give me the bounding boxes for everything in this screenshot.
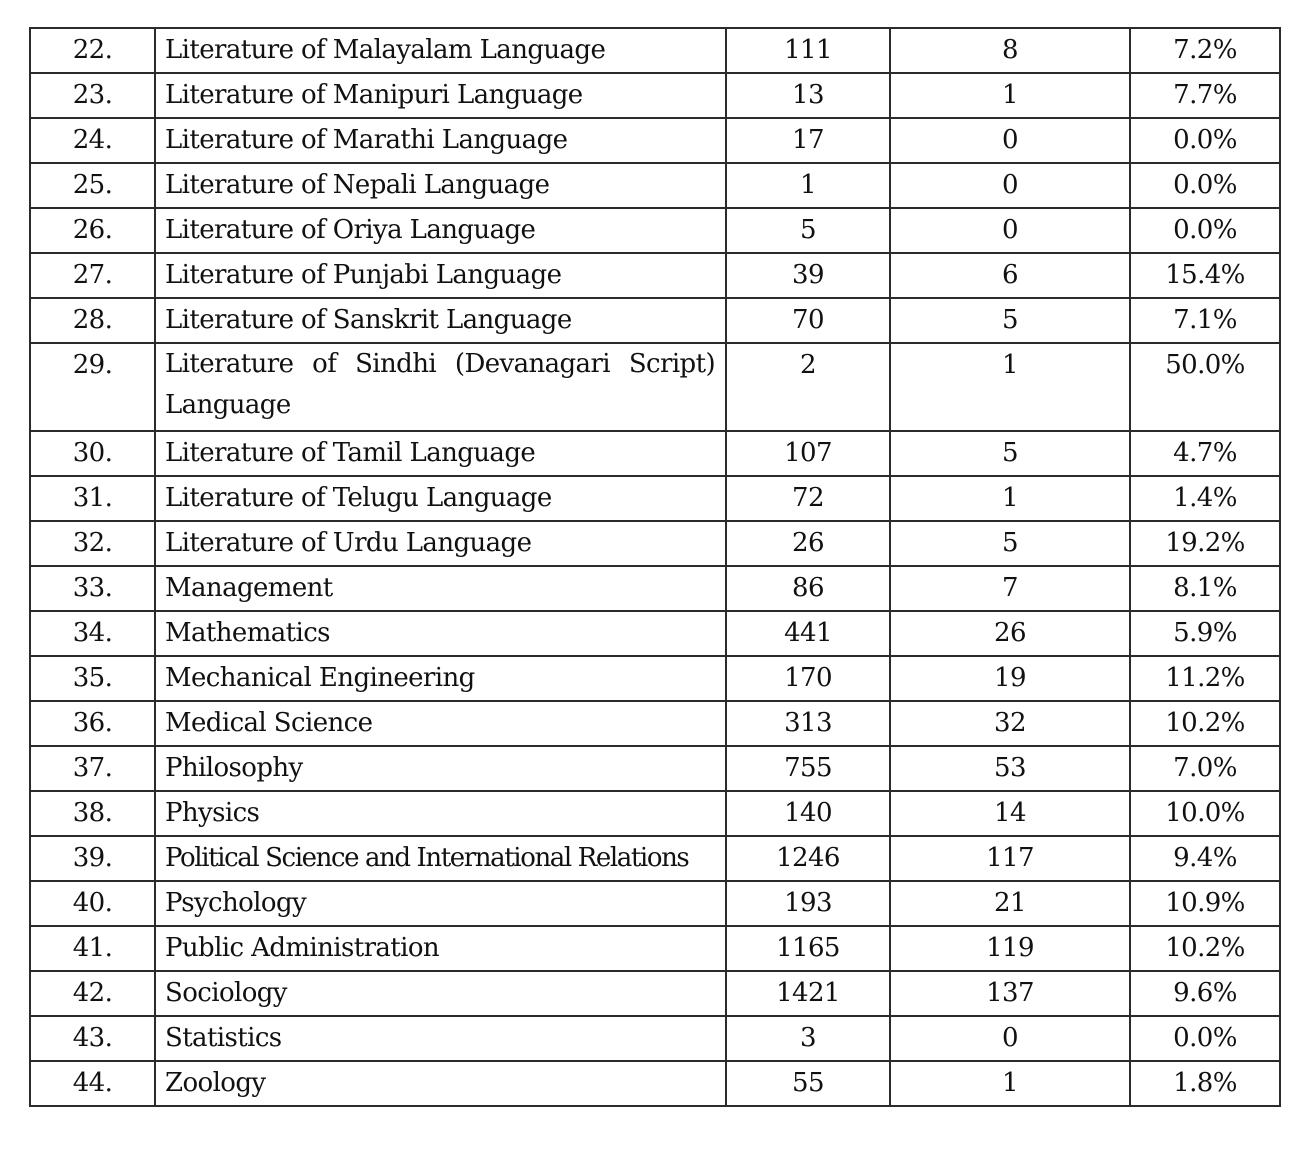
- value-a: 39: [726, 253, 890, 298]
- percentage: 11.2%: [1130, 656, 1280, 701]
- subject-name: Literature of Telugu Language: [155, 476, 726, 521]
- subject-name: Mechanical Engineering: [155, 656, 726, 701]
- value-a: 111: [726, 28, 890, 73]
- row-number: 40.: [30, 881, 155, 926]
- row-number: 37.: [30, 746, 155, 791]
- subject-name: Statistics: [155, 1016, 726, 1061]
- table-row: [30, 298, 1280, 343]
- row-number: 35.: [30, 656, 155, 701]
- percentage: 8.1%: [1130, 566, 1280, 611]
- value-a: 13: [726, 73, 890, 118]
- subject-name: Psychology: [155, 881, 726, 926]
- percentage: 7.0%: [1130, 746, 1280, 791]
- value-b: 26: [890, 611, 1130, 656]
- row-number: 38.: [30, 791, 155, 836]
- percentage: 10.9%: [1130, 881, 1280, 926]
- table-row: [30, 521, 1280, 566]
- subject-name: Medical Science: [155, 701, 726, 746]
- subject-name: Public Administration: [155, 926, 726, 971]
- subject-name: Literature of Punjabi Language: [155, 253, 726, 298]
- row-number: 23.: [30, 73, 155, 118]
- table-row: [30, 926, 1280, 971]
- table-row: [30, 431, 1280, 476]
- value-b: 14: [890, 791, 1130, 836]
- table-row: [30, 971, 1280, 1016]
- subject-name: Literature of Malayalam Language: [155, 28, 726, 73]
- subject-name: Mathematics: [155, 611, 726, 656]
- row-number: 24.: [30, 118, 155, 163]
- table-row: [30, 476, 1280, 521]
- table-row: [30, 1061, 1280, 1106]
- value-a: 1: [726, 163, 890, 208]
- percentage: 7.1%: [1130, 298, 1280, 343]
- subject-name: Literature of Oriya Language: [155, 208, 726, 253]
- value-a: 140: [726, 791, 890, 836]
- value-a: 72: [726, 476, 890, 521]
- percentage: 10.2%: [1130, 926, 1280, 971]
- row-number: 30.: [30, 431, 155, 476]
- table-row: [30, 253, 1280, 298]
- subject-name: Literature of Tamil Language: [155, 431, 726, 476]
- row-number: 22.: [30, 28, 155, 73]
- row-number: 29.: [30, 343, 155, 431]
- subject-name: Physics: [155, 791, 726, 836]
- value-a: 70: [726, 298, 890, 343]
- percentage: 1.8%: [1130, 1061, 1280, 1106]
- value-b: 0: [890, 208, 1130, 253]
- value-b: 7: [890, 566, 1130, 611]
- row-number: 41.: [30, 926, 155, 971]
- row-number: 43.: [30, 1016, 155, 1061]
- table-row: [30, 611, 1280, 656]
- percentage: 0.0%: [1130, 208, 1280, 253]
- row-number: 36.: [30, 701, 155, 746]
- row-number: 44.: [30, 1061, 155, 1106]
- subject-name: Literature of Sanskrit Language: [155, 298, 726, 343]
- table-row: [30, 163, 1280, 208]
- value-a: 55: [726, 1061, 890, 1106]
- percentage: 7.2%: [1130, 28, 1280, 73]
- percentage: 9.6%: [1130, 971, 1280, 1016]
- table-row: [30, 343, 1280, 431]
- results-table: [29, 27, 1281, 1107]
- subject-name: Literature of Nepali Language: [155, 163, 726, 208]
- value-b: 1: [890, 73, 1130, 118]
- value-a: 170: [726, 656, 890, 701]
- percentage: 10.0%: [1130, 791, 1280, 836]
- value-b: 5: [890, 521, 1130, 566]
- percentage: 4.7%: [1130, 431, 1280, 476]
- percentage: 0.0%: [1130, 1016, 1280, 1061]
- table-row: [30, 836, 1280, 881]
- value-b: 6: [890, 253, 1130, 298]
- value-a: 3: [726, 1016, 890, 1061]
- value-b: 137: [890, 971, 1130, 1016]
- subject-name: Literature of Sindhi (Devanagari Script) Language: [155, 343, 726, 431]
- row-number: 27.: [30, 253, 155, 298]
- table-row: [30, 1016, 1280, 1061]
- value-a: 313: [726, 701, 890, 746]
- table-row: [30, 118, 1280, 163]
- value-b: 117: [890, 836, 1130, 881]
- subject-name: Literature of Marathi Language: [155, 118, 726, 163]
- row-number: 34.: [30, 611, 155, 656]
- row-number: 33.: [30, 566, 155, 611]
- value-b: 53: [890, 746, 1130, 791]
- percentage: 0.0%: [1130, 163, 1280, 208]
- row-number: 28.: [30, 298, 155, 343]
- value-b: 1: [890, 476, 1130, 521]
- table-row: [30, 746, 1280, 791]
- value-b: 0: [890, 118, 1130, 163]
- value-a: 441: [726, 611, 890, 656]
- table-row: [30, 701, 1280, 746]
- percentage: 50.0%: [1130, 343, 1280, 431]
- percentage: 5.9%: [1130, 611, 1280, 656]
- percentage: 0.0%: [1130, 118, 1280, 163]
- percentage: 7.7%: [1130, 73, 1280, 118]
- value-a: 5: [726, 208, 890, 253]
- value-b: 21: [890, 881, 1130, 926]
- value-a: 1421: [726, 971, 890, 1016]
- table-row: [30, 566, 1280, 611]
- subject-name: Sociology: [155, 971, 726, 1016]
- value-b: 8: [890, 28, 1130, 73]
- subject-name: Philosophy: [155, 746, 726, 791]
- value-b: 5: [890, 431, 1130, 476]
- value-b: 1: [890, 343, 1130, 431]
- value-a: 2: [726, 343, 890, 431]
- row-number: 31.: [30, 476, 155, 521]
- table-row: [30, 28, 1280, 73]
- table-row: [30, 791, 1280, 836]
- percentage: 9.4%: [1130, 836, 1280, 881]
- row-number: 25.: [30, 163, 155, 208]
- value-a: 1165: [726, 926, 890, 971]
- subject-name: Political Science and International Relations: [155, 836, 726, 881]
- table-row: [30, 73, 1280, 118]
- value-a: 107: [726, 431, 890, 476]
- value-a: 17: [726, 118, 890, 163]
- value-a: 1246: [726, 836, 890, 881]
- row-number: 26.: [30, 208, 155, 253]
- value-b: 5: [890, 298, 1130, 343]
- percentage: 19.2%: [1130, 521, 1280, 566]
- table-row: [30, 881, 1280, 926]
- value-a: 86: [726, 566, 890, 611]
- subject-name: Zoology: [155, 1061, 726, 1106]
- table-row: [30, 208, 1280, 253]
- value-b: 19: [890, 656, 1130, 701]
- subject-name: Literature of Urdu Language: [155, 521, 726, 566]
- value-a: 755: [726, 746, 890, 791]
- value-b: 32: [890, 701, 1130, 746]
- value-a: 26: [726, 521, 890, 566]
- table-body: [30, 28, 1280, 1106]
- value-b: 0: [890, 163, 1130, 208]
- percentage: 1.4%: [1130, 476, 1280, 521]
- percentage: 15.4%: [1130, 253, 1280, 298]
- percentage: 10.2%: [1130, 701, 1280, 746]
- subject-name: Management: [155, 566, 726, 611]
- row-number: 39.: [30, 836, 155, 881]
- row-number: 42.: [30, 971, 155, 1016]
- value-a: 193: [726, 881, 890, 926]
- value-b: 1: [890, 1061, 1130, 1106]
- table-row: [30, 656, 1280, 701]
- value-b: 119: [890, 926, 1130, 971]
- subject-name: Literature of Manipuri Language: [155, 73, 726, 118]
- row-number: 32.: [30, 521, 155, 566]
- value-b: 0: [890, 1016, 1130, 1061]
